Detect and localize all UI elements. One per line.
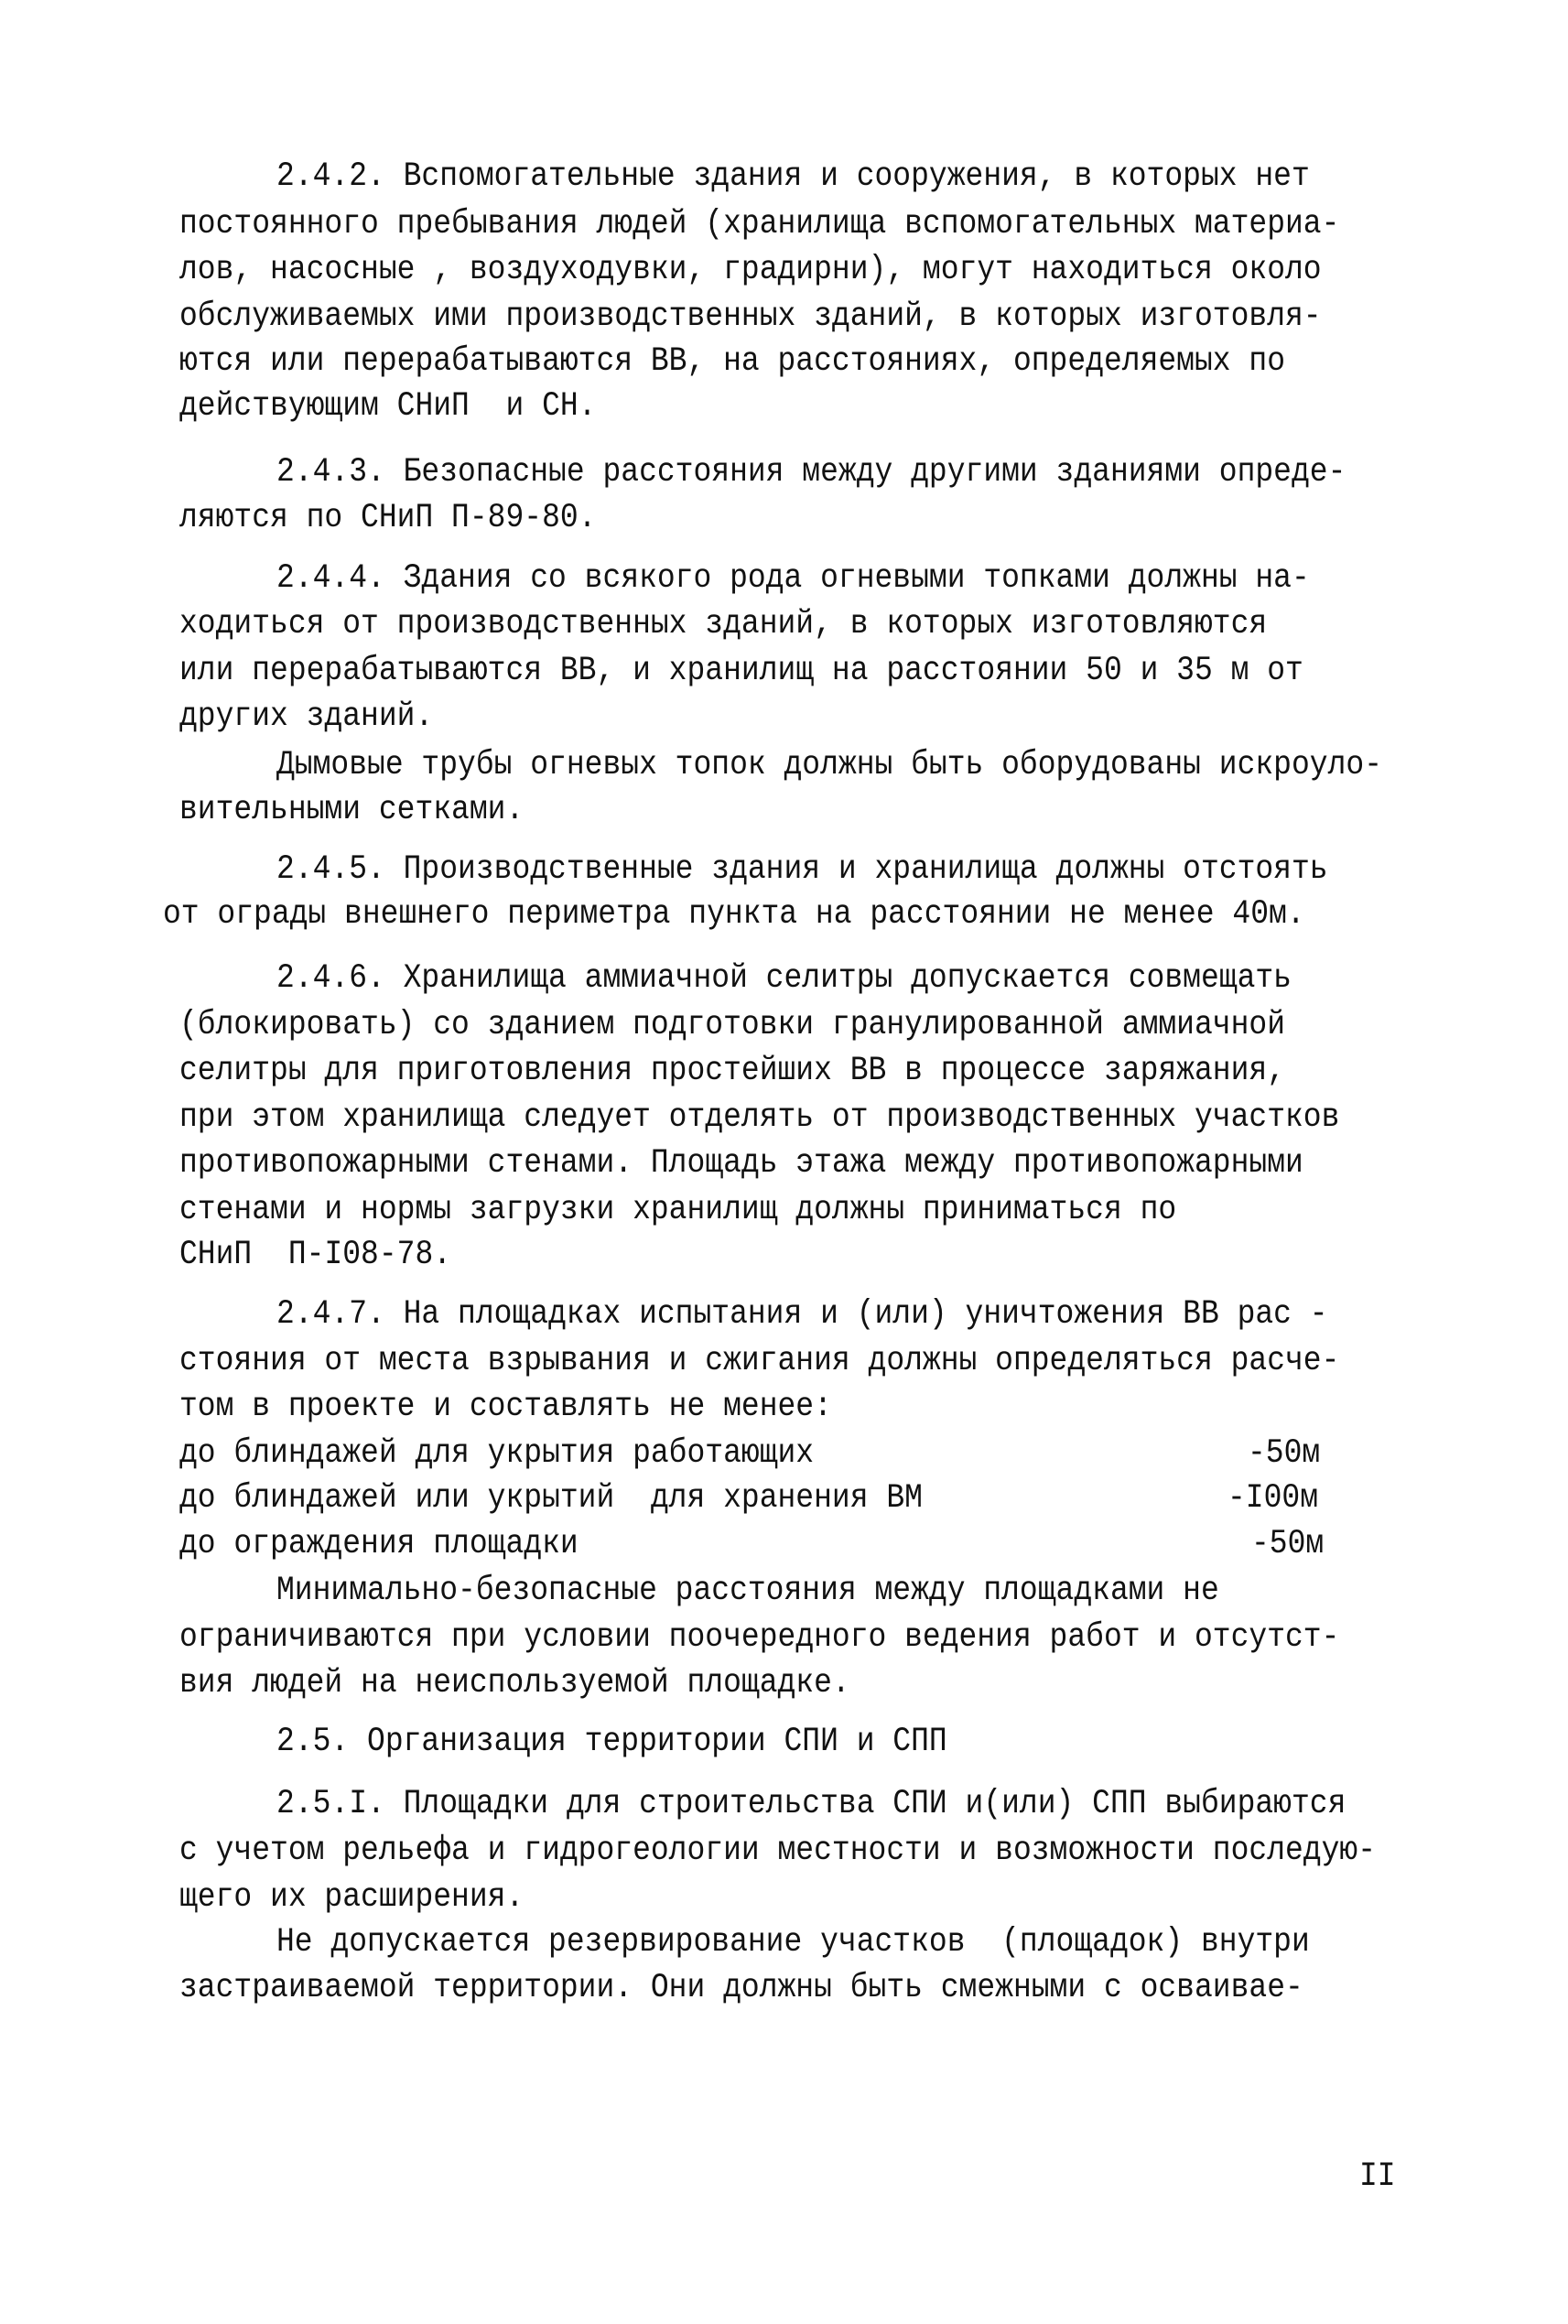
text-line: селитры для приготовления простейших ВВ в процессе заряжания,: [179, 1051, 1285, 1090]
text-line: 2.5.I. Площадки для строительства СПИ и(или) СПП выбираются: [276, 1784, 1346, 1823]
text-line: обслуживаемых ими производственных зданий, в которых изготовля-: [179, 297, 1322, 336]
distance-value: -I00м: [1227, 1478, 1319, 1518]
text-line: 2.4.3. Безопасные расстояния между другими зданиями опреде-: [276, 452, 1346, 492]
text-line: до ограждения площадки: [179, 1524, 579, 1563]
text-line: лов, насосные , воздуходувки, градирни), могут находиться около: [179, 250, 1322, 289]
text-line: Минимально-безопасные расстояния между площадками не: [276, 1571, 1219, 1610]
text-line: щего их расширения.: [179, 1877, 524, 1917]
text-line: от ограды внешнего периметра пункта на расстоянии не менее 40м.: [163, 894, 1305, 934]
text-line: до блиндажей или укрытий для хранения ВМ: [179, 1478, 923, 1518]
text-line: 2.4.7. На площадках испытания и (или) уничтожения ВВ рас -: [276, 1294, 1328, 1334]
text-line: с учетом рельефа и гидрогеологии местности и возможности последую-: [179, 1831, 1377, 1870]
text-line: 2.5. Организация территории СПИ и СПП: [276, 1722, 947, 1761]
distance-value: -50м: [1251, 1524, 1325, 1563]
distance-value: -50м: [1248, 1433, 1321, 1473]
text-line: стояния от места взрывания и сжигания должны определяться расче-: [179, 1341, 1340, 1380]
text-line: действующим СНиП и СН.: [179, 386, 597, 426]
text-line: постоянного пребывания людей (хранилища вспомогательных материа-: [179, 204, 1340, 243]
text-line: СНиП П-I08-78.: [179, 1235, 452, 1274]
text-line: ограничиваются при условии поочередного ведения работ и отсутст-: [179, 1617, 1340, 1657]
text-line: при этом хранилища следует отделять от производственных участков: [179, 1097, 1340, 1137]
text-line: Дымовые трубы огневых топок должны быть оборудованы искроуло-: [276, 745, 1382, 784]
text-line: ляются по СНиП П-89-80.: [179, 498, 597, 537]
text-line: противопожарными стенами. Площадь этажа между противопожарными: [179, 1143, 1303, 1183]
text-line: 2.4.2. Вспомогательные здания и сооружения, в которых нет: [276, 157, 1310, 196]
text-line: до блиндажей для укрытия работающих: [179, 1433, 815, 1473]
text-line: ются или перерабатываются ВВ, на расстояниях, определяемых по: [179, 341, 1285, 381]
text-line: стенами и нормы загрузки хранилищ должны приниматься по: [179, 1190, 1177, 1229]
text-line: застраиваемой территории. Они должны быть смежными с осваивае-: [179, 1968, 1303, 2007]
text-line: вительными сетками.: [179, 790, 524, 829]
text-line: том в проекте и составлять не менее:: [179, 1387, 832, 1426]
text-line: 2.4.4. Здания со всякого рода огневыми топками должны на-: [276, 558, 1310, 598]
text-line: ходиться от производственных зданий, в которых изготовляются: [179, 604, 1268, 643]
text-line: других зданий.: [179, 697, 434, 736]
page-number: II: [1359, 2156, 1396, 2196]
text-line: или перерабатываются ВВ, и хранилищ на расстоянии 50 и 35 м от: [179, 651, 1303, 690]
text-line: (блокировать) со зданием подготовки гранулированной аммиачной: [179, 1005, 1285, 1044]
text-line: вия людей на неиспользуемой площадке.: [179, 1663, 850, 1702]
text-line: 2.4.5. Производственные здания и хранилища должны отстоять: [276, 849, 1328, 889]
text-line: 2.4.6. Хранилища аммиачной селитры допускается совмещать: [276, 958, 1292, 998]
text-line: Не допускается резервирование участков (площадок) внутри: [276, 1922, 1310, 1962]
